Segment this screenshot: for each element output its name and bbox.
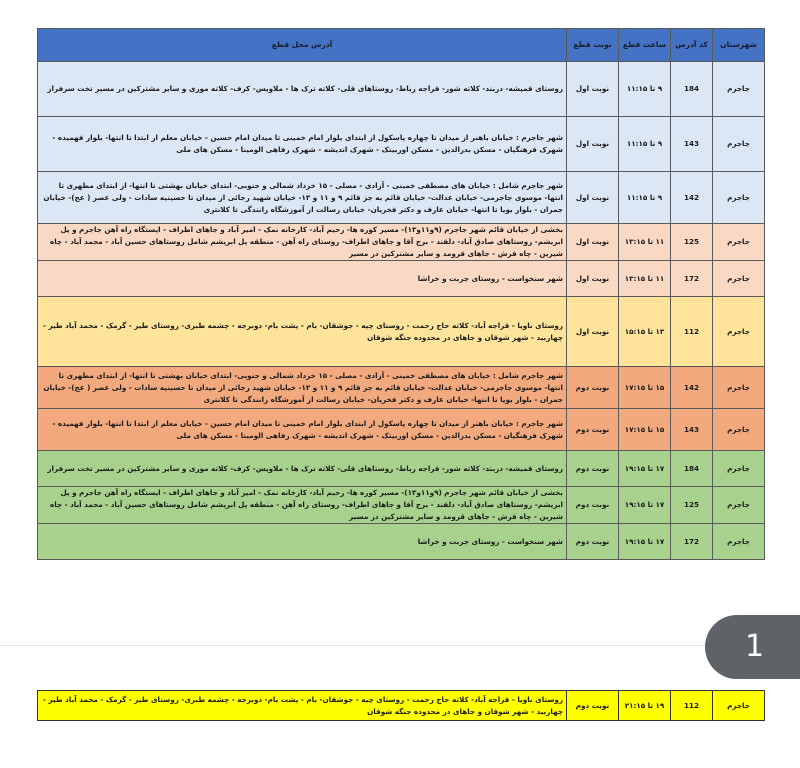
cell-turn: نوبت اول	[567, 62, 619, 117]
outage-table	[37, 28, 765, 560]
header-city: شهرستان	[713, 29, 765, 62]
header-turn: نوبت قطع	[567, 29, 619, 62]
cell-turn: نوبت اول	[567, 261, 619, 297]
cell-code: 143	[671, 117, 713, 172]
table-row	[38, 524, 765, 560]
cell-address: شهر جاجرم : خیابان باهنر از میدان تا چهاره پاسکول از ابتدای بلوار امام خمینی تا میدان امام حسین - خیابان معلم از ابتدا تا انتها- بلوار فهمیده - شهرک فرهنگیان - مسکن بدرالدین - مسکن اوربیتک - شهرک اندیشه - شهرک رفاهی الومینا - مسکن های ملی	[38, 117, 567, 172]
table-header-row	[38, 29, 765, 62]
cell-address: شهر سنخواست - روستای جربت و خراشا	[38, 524, 567, 560]
cell-city: جاجرم	[713, 691, 765, 721]
cell-turn: نوبت دوم	[567, 524, 619, 560]
cell-code: 184	[671, 62, 713, 117]
cell-city: جاجرم	[713, 261, 765, 297]
cell-code: 142	[671, 367, 713, 409]
table-row	[38, 451, 765, 487]
cell-address: شهر جاجرم شامل : خیابان های مصطفی خمینی - آزادی - مصلی - ۱۵ خرداد شمالی و جنوبی- ابتدای خیابان بهشتی تا انتها- از ابتدای مطهری تا انتها- موسوی جاجرمی- خیابان عدالت- خیابان قائم به جز قائم ۹ و ۱۱ و ۱۳- خیابان شهید رجائی از میدان تا حسینیه سادات - ولی عصر ( عج)- خیابان جمران - بلوار بویا تا انتها- خیابان عارف و دکتر فخریان- خیابان رسالت از آموزشگاه رانندگی تا کلانتری	[38, 367, 567, 409]
cell-time: ۱۷ تا ۱۹:۱۵	[619, 524, 671, 560]
cell-city: جاجرم	[713, 487, 765, 524]
cell-time: ۱۱ تا ۱۳:۱۵	[619, 224, 671, 261]
cell-code: 142	[671, 172, 713, 224]
cell-address: روستای قمیشه- دربند- کلاته شور- قراجه رباط- روستاهای قلی- کلاته ترک ها - ملاویس- کرف- کلاته موری و سایر مشترکین در مسیر تخت سرفراز	[38, 62, 567, 117]
cell-address: روستای ناویا - قراجه آباد- کلاته حاج رحمت - روستای چیه - جوشقان- بام - پشت بام- دوبرجه - چشمه طبری- روستای طیر - گرمک - محمد آباد طیر - چهاربید - شهر شوقان و جاهای در محدوده جنگه شوقان	[38, 297, 567, 367]
table-row	[38, 487, 765, 524]
cell-turn: نوبت دوم	[567, 409, 619, 451]
cell-city: جاجرم	[713, 297, 765, 367]
cell-code: 125	[671, 224, 713, 261]
cell-city: جاجرم	[713, 62, 765, 117]
cell-time: ۱۷ تا ۱۹:۱۵	[619, 451, 671, 487]
cell-turn: نوبت دوم	[567, 691, 619, 721]
cell-time: ۹ تا ۱۱:۱۵	[619, 62, 671, 117]
cell-city: جاجرم	[713, 367, 765, 409]
table-row	[38, 172, 765, 224]
cell-code: 172	[671, 524, 713, 560]
cell-time: ۱۱ تا ۱۳:۱۵	[619, 261, 671, 297]
header-time: ساعت قطع	[619, 29, 671, 62]
cell-code: 112	[671, 297, 713, 367]
cell-address: شهر جاجرم شامل : خیابان های مصطفی خمینی - آزادی - مصلی - ۱۵ خرداد شمالی و جنوبی- ابتدای خیابان بهشتی تا انتها- از ابتدای مطهری تا انتها- موسوی جاجرمی- خیابان عدالت- خیابان قائم به جز قائم ۹ و ۱۱ و ۱۳- خیابان شهید رجائی از میدان تا حسینیه سادات - ولی عصر ( عج)- خیابان جمران - بلوار بویا تا انتها- خیابان عارف و دکتر فخریان- خیابان رسالت از آموزشگاه رانندگی تا کلانتری	[38, 172, 567, 224]
cell-turn: نوبت دوم	[567, 451, 619, 487]
outage-schedule-table-page2	[37, 690, 765, 721]
table-row	[38, 297, 765, 367]
cell-turn: نوبت دوم	[567, 487, 619, 524]
cell-address: شهر سنخواست - روستای جربت و خراشا	[38, 261, 567, 297]
table-row	[38, 62, 765, 117]
cell-address: بخشی از خیابان قائم شهر جاجرم (۹و۱۱و۱۳)- مسیر کوره ها- رحیم آباد- کارخانه نمک - امیر آباد و جاهای اطراف - ایستگاه راه آهن جاجرم و پل ابریشم- روستاهای صادق آباد- دلقند - برج آقا و جاهای اطراف- روستای راه آهن - منطقه پل ابریشم شامل روستاهای حسین آباد - محمد آباد - چاه شیرین - چاه قرش - جاهای قرومد و سایر مشترکین در مسیر	[38, 224, 567, 261]
cell-time: ۱۳ تا ۱۵:۱۵	[619, 297, 671, 367]
cell-address: روستای قمیشه- دربند- کلاته شور- قراجه رباط- روستاهای قلی- کلاته ترک ها - ملاویس- کرف- کلاته موری و سایر مشترکین در مسیر تخت سرفراز	[38, 451, 567, 487]
cell-time: ۱۵ تا ۱۷:۱۵	[619, 409, 671, 451]
cell-city: جاجرم	[713, 224, 765, 261]
cell-time: ۱۵ تا ۱۷:۱۵	[619, 367, 671, 409]
cell-city: جاجرم	[713, 451, 765, 487]
cell-turn: نوبت دوم	[567, 367, 619, 409]
table-row	[38, 367, 765, 409]
cell-address: روستای ناویا - قراجه آباد- کلاته حاج رحمت - روستای چیه - جوشقان- بام - پشت بام- دوبرجه - چشمه طبری- روستای طیر - گرمک - محمد آباد طیر - چهاربید - شهر شوقان و جاهای در محدوده جنگه شوقان	[38, 691, 567, 721]
cell-time: ۹ تا ۱۱:۱۵	[619, 117, 671, 172]
cell-address: شهر جاجرم : خیابان باهنر از میدان تا چهاره پاسکول از ابتدای بلوار امام خمینی تا میدان امام حسین - خیابان معلم از ابتدا تا انتها- بلوار فهمیده - شهرک فرهنگیان - مسکن بدرالدین - مسکن اوربیتک - شهرک اندیشه - شهرک رفاهی الومینا - مسکن های ملی	[38, 409, 567, 451]
cell-city: جاجرم	[713, 172, 765, 224]
cell-city: جاجرم	[713, 409, 765, 451]
page-separator	[0, 645, 800, 646]
cell-turn: نوبت اول	[567, 224, 619, 261]
table-row	[38, 117, 765, 172]
cell-city: جاجرم	[713, 117, 765, 172]
table-row	[38, 691, 765, 721]
cell-code: 184	[671, 451, 713, 487]
cell-city: جاجرم	[713, 524, 765, 560]
cell-code: 125	[671, 487, 713, 524]
cell-address: بخشی از خیابان قائم شهر جاجرم (۹و۱۱و۱۳)- مسیر کوره ها- رحیم آباد- کارخانه نمک - امیر آباد و جاهای اطراف - ایستگاه راه آهن جاجرم و پل ابریشم- روستاهای صادق آباد- دلقند - برج آقا و جاهای اطراف- روستای راه آهن - منطقه پل ابریشم شامل روستاهای حسین آباد - محمد آباد - چاه شیرین - چاه قرش - جاهای قرومد و سایر مشترکین در مسیر	[38, 487, 567, 524]
cell-time: ۱۹ تا ۲۱:۱۵	[619, 691, 671, 721]
cell-code: 172	[671, 261, 713, 297]
cell-code: 112	[671, 691, 713, 721]
cell-code: 143	[671, 409, 713, 451]
cell-turn: نوبت اول	[567, 172, 619, 224]
cell-time: ۱۷ تا ۱۹:۱۵	[619, 487, 671, 524]
cell-turn: نوبت اول	[567, 117, 619, 172]
page-number-badge: 1	[705, 615, 800, 679]
table-row	[38, 261, 765, 297]
header-address: آدرس محل قطع	[38, 29, 567, 62]
cell-turn: نوبت اول	[567, 297, 619, 367]
table-row	[38, 224, 765, 261]
outage-schedule-table-page1	[37, 28, 765, 560]
header-code: کد آدرس	[671, 29, 713, 62]
cell-time: ۹ تا ۱۱:۱۵	[619, 172, 671, 224]
table-row	[38, 409, 765, 451]
outage-table-continued	[37, 690, 765, 721]
